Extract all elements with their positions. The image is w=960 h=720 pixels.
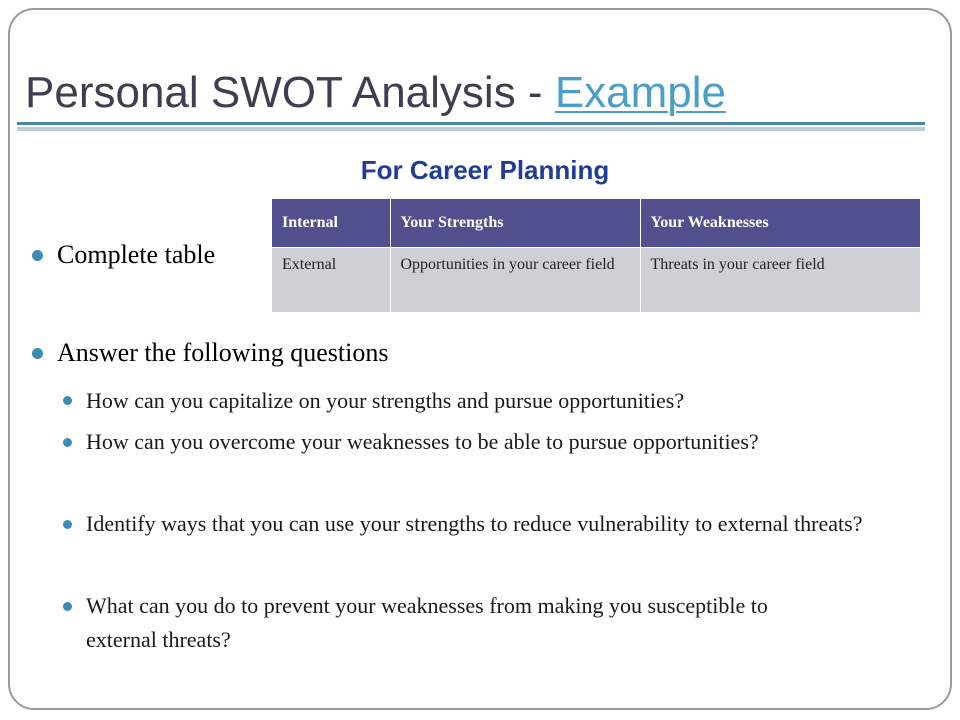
table-row [272,248,920,313]
slide-subtitle: For Career Planning [360,155,610,185]
table-header-cell: Your Strengths [390,199,640,248]
question-item: What can you do to prevent your weaknesses from making you susceptible to external threats? [86,593,768,652]
title-divider-shadow [17,127,925,131]
bullet-dot-icon [63,520,72,529]
slide-title [25,66,726,120]
table-header-cell: Your Weaknesses [640,199,920,248]
table-cell: Threats in your career field [640,248,920,313]
swot-table [272,199,920,312]
bullet-answer-questions: Answer the following questions [57,338,389,367]
table-header-cell: Internal [272,199,390,248]
question-item: How can you capitalize on your strengths and pursue opportunities? [86,388,685,413]
table-header-row [272,199,920,248]
example-link[interactable]: Example [554,68,726,117]
bullet-dot-icon [63,396,72,405]
bullet-dot-icon [63,438,72,447]
bullet-dot-icon [32,348,43,359]
table-cell: External [272,248,390,313]
table-cell: Opportunities in your career field [390,248,640,313]
bullet-dot-icon [63,602,72,611]
question-item: How can you overcome your weaknesses to be able to pursue opportunities? [86,429,759,454]
question-item: Identify ways that you can use your strengths to reduce vulnerability to external threats? [86,511,863,536]
title-divider [17,122,925,125]
bullet-dot-icon [32,250,43,261]
bullet-complete-table: Complete table [57,240,216,269]
title-text: Personal SWOT Analysis - [25,68,555,117]
